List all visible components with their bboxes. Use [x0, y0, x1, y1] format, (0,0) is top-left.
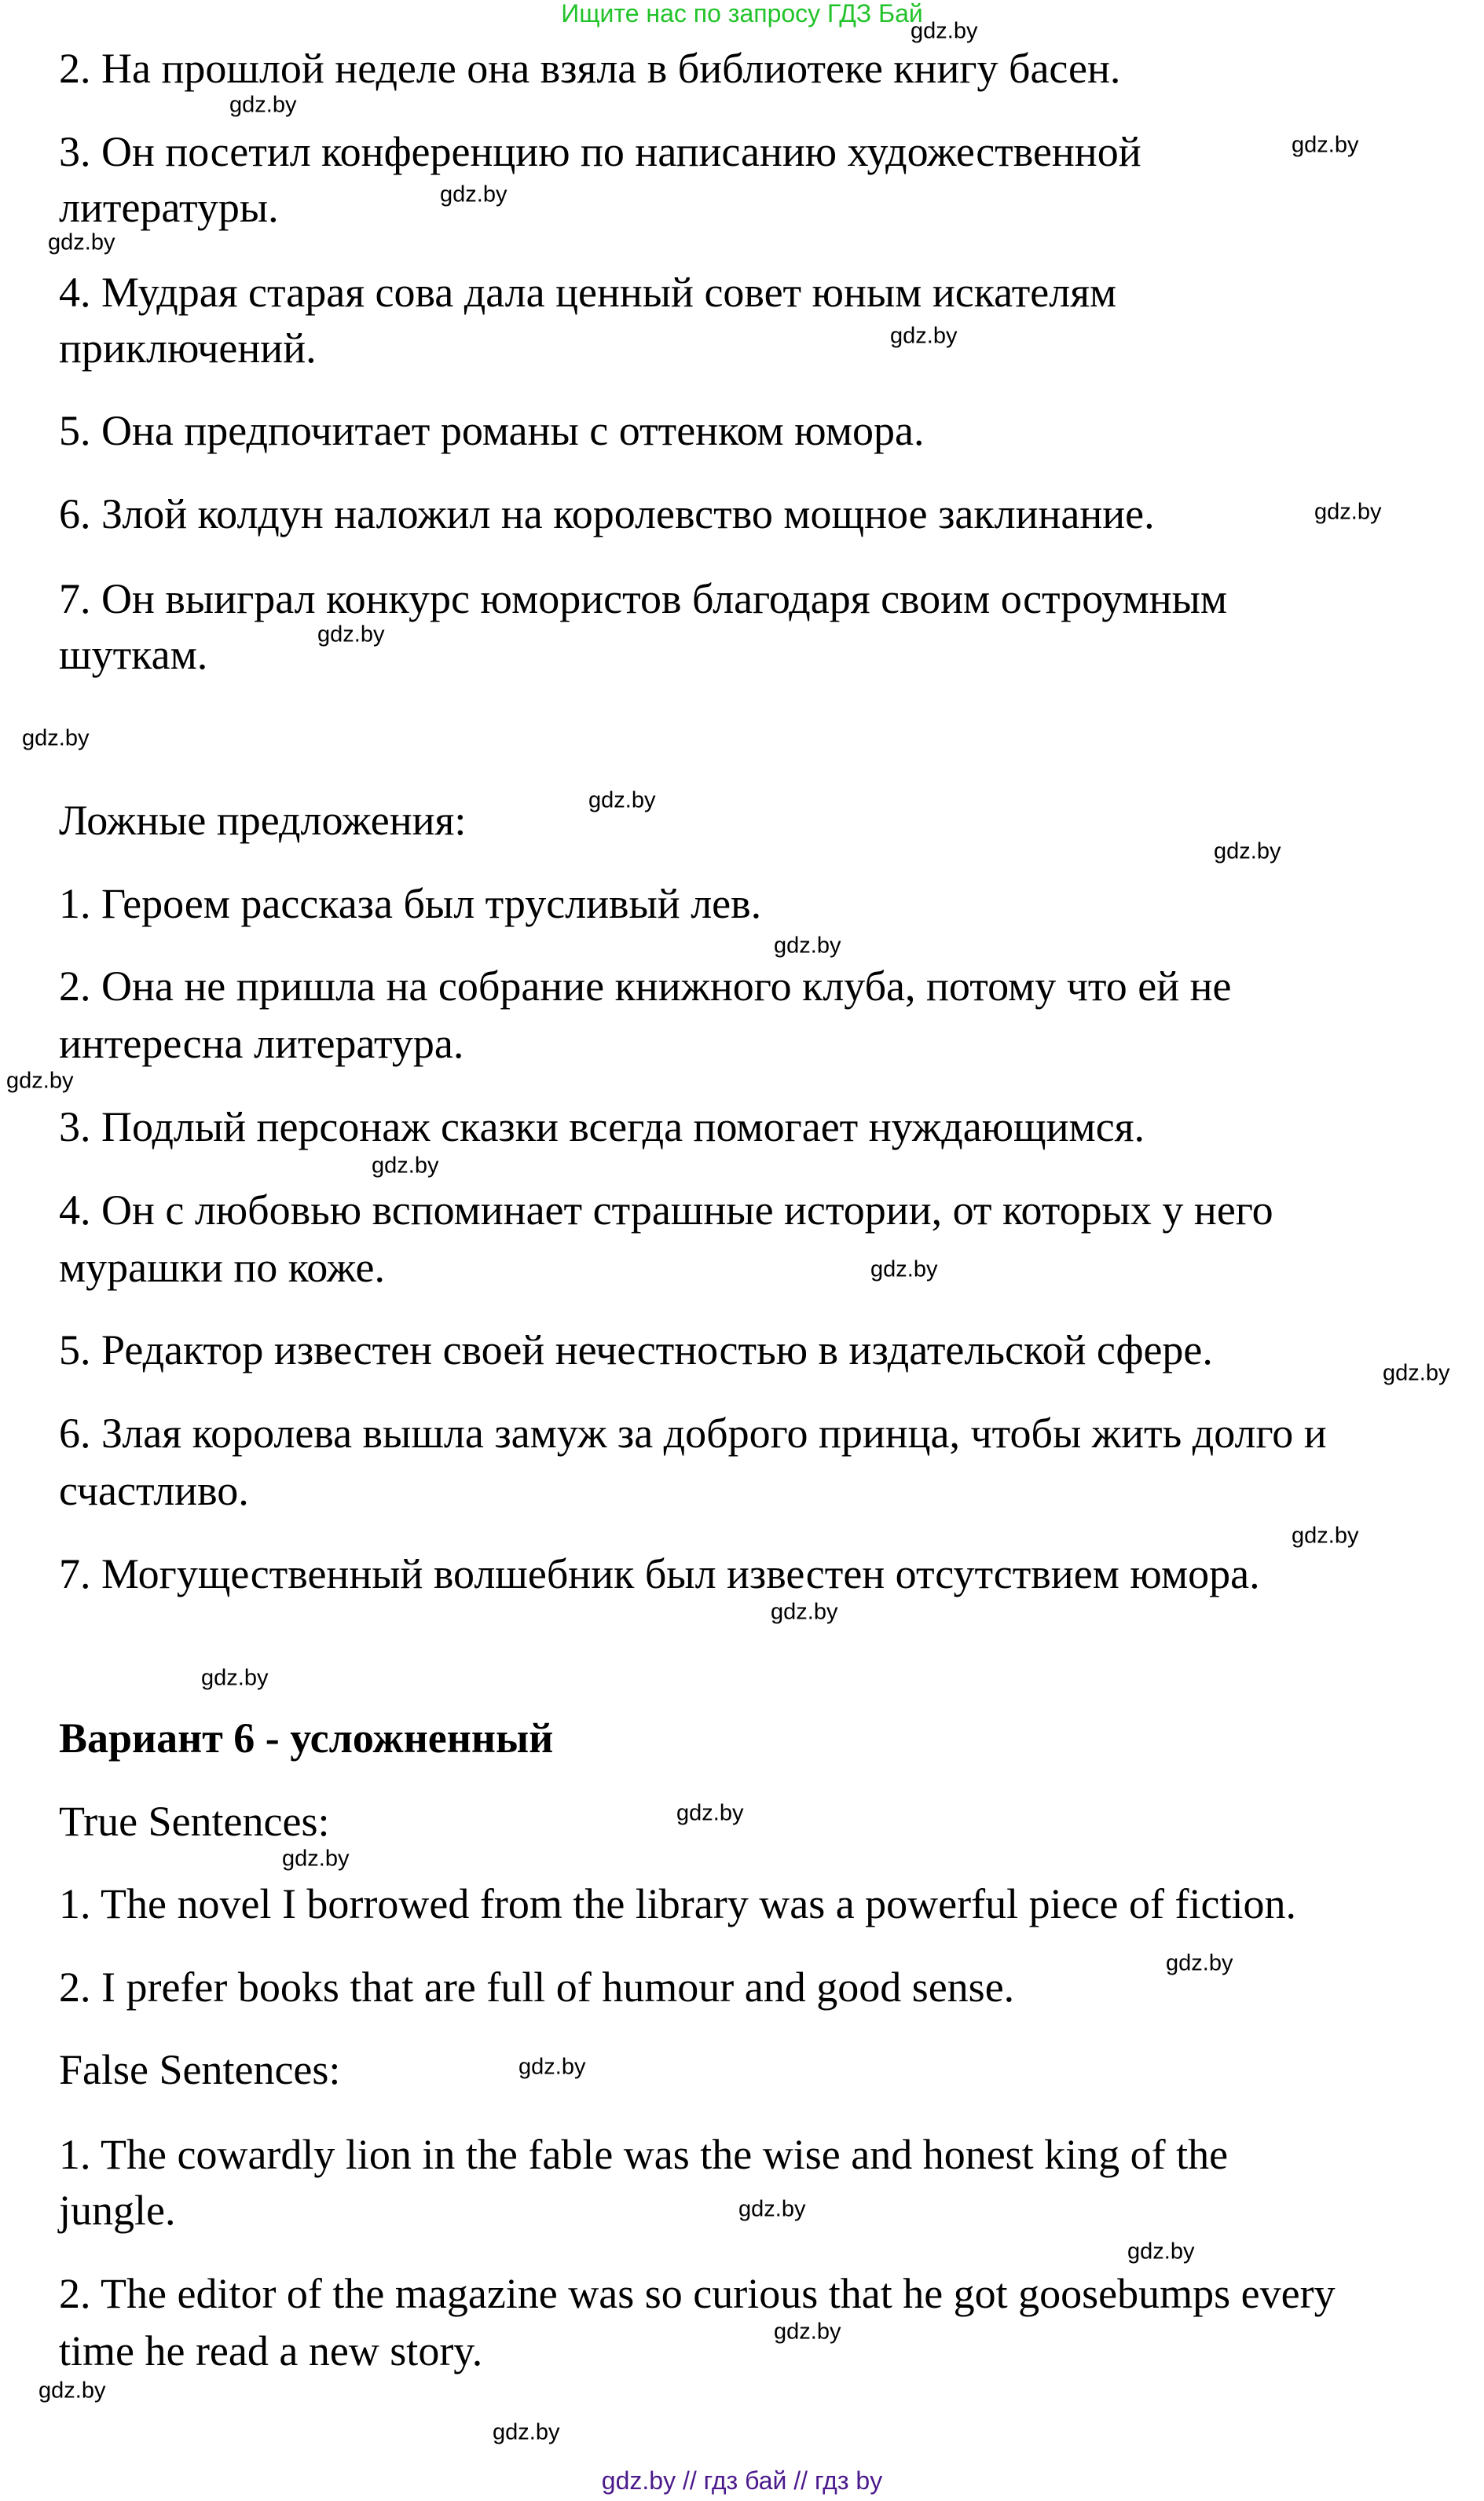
text-line: 5. Она предпочитает романы с оттенком юмора. — [59, 407, 925, 454]
watermark: gdz.by — [890, 323, 958, 349]
text-line: 3. Он посетил конференцию по написанию художественной — [59, 128, 1141, 175]
watermark: gdz.by — [774, 2319, 841, 2345]
watermark: gdz.by — [317, 622, 385, 647]
section-heading: True Sentences: — [59, 1798, 330, 1845]
text-line: 2. I prefer books that are full of humour and good sense. — [59, 1964, 1015, 2011]
section-heading: False Sentences: — [59, 2046, 341, 2093]
text-line: 3. Подлый персонаж сказки всегда помогает нуждающимся. — [59, 1103, 1145, 1150]
text-line: 5. Редактор известен своей нечестностью в издательской сфере. — [59, 1326, 1213, 1373]
watermark: gdz.by — [588, 787, 656, 813]
watermark: gdz.by — [771, 1599, 838, 1625]
text-line: 6. Злой колдун наложил на королевство мощное заклинание. — [59, 490, 1155, 537]
text-line: jungle. — [59, 2187, 176, 2234]
search-banner: Ищите нас по запросу ГДЗ Бай — [561, 0, 923, 28]
watermark: gdz.by — [282, 1846, 350, 1872]
text-line: time he read a new story. — [59, 2327, 483, 2374]
section-heading: Ложные предложения: — [59, 797, 467, 844]
watermark: gdz.by — [870, 1256, 938, 1282]
text-line: 7. Он выиграл конкурс юмористов благодаря своим остроумным — [59, 575, 1228, 622]
watermark: gdz.by — [48, 229, 115, 255]
watermark: gdz.by — [1292, 1523, 1359, 1549]
text-line: 7. Могущественный волшебник был известен отсутствием юмора. — [59, 1550, 1260, 1597]
watermark: gdz.by — [774, 933, 841, 959]
text-line: счастливо. — [59, 1467, 249, 1514]
text-line: 4. Он с любовью вспоминает страшные истории, от которых у него — [59, 1186, 1273, 1234]
text-line: 1. The novel I borrowed from the library was a powerful piece of fiction. — [59, 1880, 1296, 1927]
text-line: 6. Злая королева вышла замуж за доброго принца, чтобы жить долго и — [59, 1410, 1327, 1457]
text-line: мурашки по коже. — [59, 1244, 385, 1291]
text-line: 4. Мудрая старая сова дала ценный совет юным искателям — [59, 269, 1117, 316]
watermark: gdz.by — [372, 1153, 439, 1179]
text-line: приключений. — [59, 325, 317, 372]
variant-heading: Вариант 6 - усложненный — [59, 1714, 554, 1762]
watermark: gdz.by — [911, 18, 978, 44]
watermark: gdz.by — [1214, 838, 1281, 864]
text-line: 1. The cowardly lion in the fable was the wise and honest king of the — [59, 2131, 1229, 2178]
watermark: gdz.by — [38, 2378, 106, 2404]
text-line: 2. Она не пришла на собрание книжного клуба, потому что ей не — [59, 963, 1232, 1010]
watermark: gdz.by — [1314, 499, 1382, 525]
watermark: gdz.by — [518, 2054, 586, 2080]
watermark: gdz.by — [6, 1068, 74, 1094]
text-line: шуткам. — [59, 631, 208, 678]
text-line: 2. The editor of the magazine was so curious that he got goosebumps every — [59, 2270, 1336, 2317]
watermark: gdz.by — [201, 1665, 269, 1691]
watermark: gdz.by — [22, 725, 90, 751]
watermark: gdz.by — [1127, 2239, 1195, 2264]
text-line: интересна литература. — [59, 1020, 464, 1067]
footer-links[interactable]: gdz.by // гдз бай // гдз by — [601, 2466, 883, 2495]
watermark: gdz.by — [493, 2419, 560, 2445]
text-line: 2. На прошлой неделе она взяла в библиотеке книгу басен. — [59, 45, 1121, 92]
text-line: литературы. — [59, 184, 279, 231]
watermark: gdz.by — [229, 92, 297, 118]
watermark: gdz.by — [738, 2196, 806, 2222]
watermark: gdz.by — [1383, 1360, 1450, 1386]
watermark: gdz.by — [676, 1800, 744, 1826]
text-line: 1. Героем рассказа был трусливый лев. — [59, 880, 762, 927]
watermark: gdz.by — [440, 182, 507, 207]
watermark: gdz.by — [1292, 132, 1359, 158]
watermark: gdz.by — [1166, 1950, 1233, 1976]
